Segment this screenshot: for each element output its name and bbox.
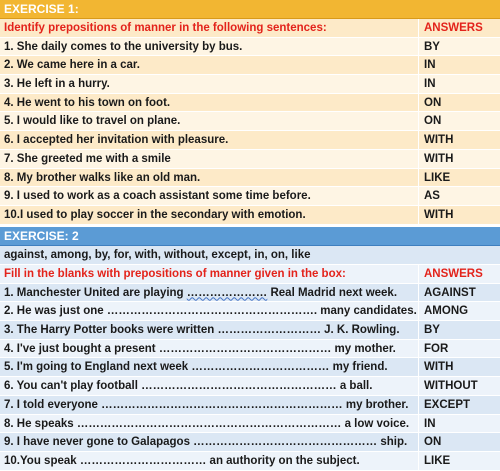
question-text: 3. The Harry Potter books were written ……………………… J. K. Rowling.: [4, 324, 400, 337]
answer-text: IN: [418, 75, 500, 93]
table-row: [0, 415, 500, 434]
answer-text: BY: [418, 38, 500, 56]
question-text: 8. He speaks …………………………………………………………… a low voice.: [4, 417, 410, 430]
question-text: 9. I have never gone to Galapagos ………………………………………… ship.: [4, 436, 408, 449]
table-row: [0, 38, 500, 57]
answer-text: BY: [418, 321, 500, 339]
exercise-2-instruction-row: [0, 265, 500, 284]
answer-text: WITHOUT: [418, 377, 500, 395]
question-text: 7. I told everyone ……………………………………………………… my brother.: [4, 398, 409, 411]
answer-text: LIKE: [418, 452, 500, 470]
table-row: [0, 56, 500, 75]
question-text-start: 1. Manchester United are playing: [4, 286, 187, 299]
answer-text: WITH: [418, 206, 500, 224]
question-text: 1. She daily comes to the university by bus.: [4, 40, 243, 53]
exercise-2-table: [0, 227, 500, 471]
answer-text: ON: [418, 112, 500, 130]
question-text: 6. You can't play football …………………………………………… a ball.: [4, 380, 373, 393]
word-box: against, among, by, for, with, without, except, in, on, like: [0, 246, 500, 265]
question-text: 5. I'm going to England next week ……………………………… my friend.: [4, 361, 388, 374]
question-text: 4. He went to his town on foot.: [4, 96, 171, 109]
question-text: 4. I've just bought a present ……………………………………… my mother.: [4, 342, 396, 355]
table-row: [0, 187, 500, 206]
exercise-2-title: EXERCISE: 2: [0, 227, 500, 246]
table-row: [0, 150, 500, 169]
answer-text: AS: [418, 187, 500, 205]
question-text: 9. I used to work as a coach assistant some time before.: [4, 190, 311, 203]
table-row: [0, 94, 500, 113]
question-text: 2. We came here in a car.: [4, 59, 140, 72]
question-text: 6. I accepted her invitation with pleasure.: [4, 134, 229, 147]
answer-text: IN: [418, 56, 500, 74]
table-row: [0, 358, 500, 377]
table-row: [0, 75, 500, 94]
answer-text: ON: [418, 433, 500, 451]
answer-text: WITH: [418, 150, 500, 168]
question-text-end: Real Madrid next week.: [267, 286, 398, 299]
question-text: 7. She greeted me with a smile: [4, 152, 171, 165]
question-text: [0, 284, 418, 302]
question-text: 10.I used to play soccer in the secondary with emotion.: [4, 208, 306, 221]
question-text: 10.You speak …………………………… an authority on the subject.: [4, 454, 360, 467]
exercise-1-table: [0, 0, 500, 225]
exercise-1-instruction: Identify prepositions of manner in the following sentences:: [4, 22, 327, 34]
question-text: 3. He left in a hurry.: [4, 78, 110, 91]
answer-text: EXCEPT: [418, 396, 500, 414]
exercise-1-answers-header: ANSWERS: [418, 19, 500, 37]
table-row: [0, 284, 500, 303]
answer-text: IN: [418, 415, 500, 433]
table-row: [0, 396, 500, 415]
question-text: 8. My brother walks like an old man.: [4, 171, 201, 184]
table-row: [0, 302, 500, 321]
exercise-1-title: EXERCISE 1:: [0, 0, 500, 19]
answer-text: AMONG: [418, 302, 500, 320]
question-text: 2. He was just one ………………………………………………. many candidates.: [4, 305, 417, 318]
exercise-1-instruction-row: [0, 19, 500, 38]
answer-text: WITH: [418, 358, 500, 376]
table-row: [0, 452, 500, 471]
answer-text: FOR: [418, 340, 500, 358]
table-row: [0, 340, 500, 359]
exercise-2-answers-header: ANSWERS: [418, 265, 500, 283]
answer-text: LIKE: [418, 169, 500, 187]
table-row: [0, 131, 500, 150]
spellcheck-underline: …………………: [186, 286, 268, 299]
table-row: [0, 433, 500, 452]
table-row: [0, 112, 500, 131]
table-row: [0, 377, 500, 396]
answer-text: AGAINST: [418, 284, 500, 302]
table-row: [0, 169, 500, 188]
table-row: [0, 321, 500, 340]
question-text: 5. I would like to travel on plane.: [4, 115, 181, 128]
table-row: [0, 206, 500, 225]
answer-text: WITH: [418, 131, 500, 149]
answer-text: ON: [418, 94, 500, 112]
exercise-2-instruction: Fill in the blanks with prepositions of manner given in the box:: [4, 268, 346, 280]
